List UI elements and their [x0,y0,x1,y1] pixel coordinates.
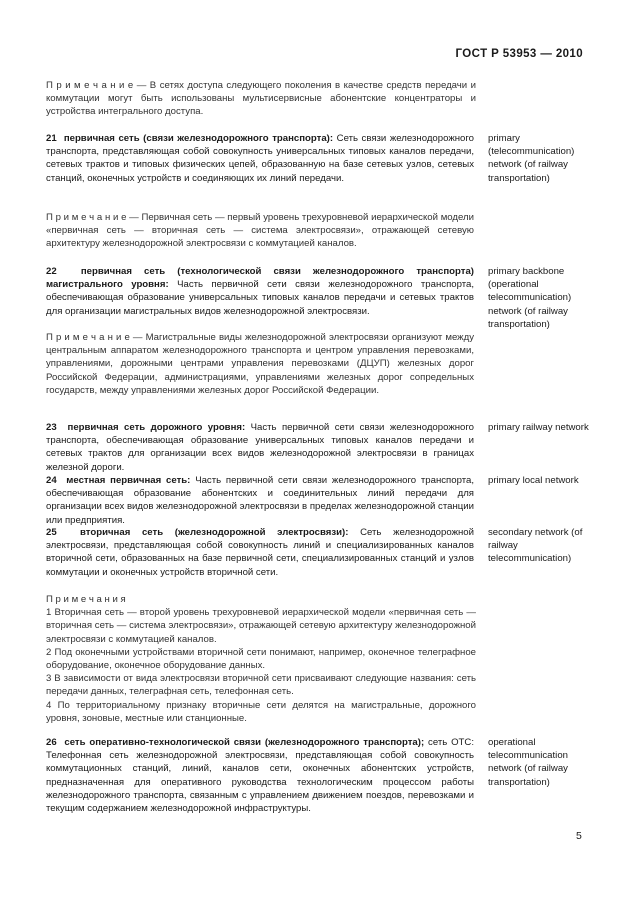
term-25-english: secondary network (of railway telecommunication) [488,527,583,565]
term-23-text: Часть первичной сети связи железнодорожного транспорта, обеспечивающая образование универсальных типовых каналов передачи и сетевых трактов для организации всех видов железнодорожной электросвязи в границах железной дороги. [46,422,474,473]
term-25-notes [46,593,476,725]
term-23-title: первичная сеть дорожного уровня: [67,422,246,433]
term-26-text: сеть ОТС: Телефонная сеть железнодорожной электросвязи, представляющая собой совокупность коммутационных станций, линий, каналов сети, оконечных абонентских устройств, предназначенная для оперативного руководства технологическим процессом работы железнодорожного транспорта, связанным с управлением движением поездов, перевозками и текущим содержанием железнодорожной инфраструктуры. [46,737,474,815]
term-24-text: Часть первичной сети связи железнодорожного транспорта, обеспечивающая образование абонентских и соединительных линий передачи для организации всех видов железнодорожной электросвязи в пределах железнодорожной станции или предприятия. [46,475,474,526]
term-25-definition [46,526,474,579]
term-21-text: Сеть связи железнодорожного транспорта, представляющая собой совокупность универсальных типовых каналов передачи, сетевых трактов и типовых физических цепей, образованную на базе сетевых узлов, сетевых станций, оконечных устройств и соединяющих их линий передачи. [46,133,475,184]
term-23-english: primary railway network [488,422,589,433]
term-25-note-3: 3 В зависимости от вида электросвязи вторичной сети присваивают следующие названия: сеть передачи данных, телеграфная сеть, телефонная сеть. [46,673,476,698]
note-access-networks: П р и м е ч а н и е — В сетях доступа следующего поколения в качестве средств передачи и коммутации могут быть использованы мультисервисные абонентские концентраторы и устройства интегрального доступа. [46,80,476,118]
page-number: 5 [576,830,582,842]
term-26-definition [46,736,474,815]
term-21-title: первичная сеть (связи железнодорожного транспорта): [63,133,334,144]
term-26-title: сеть оперативно-технологической связи (железнодорожного транспорта); [64,737,425,748]
term-26-number: 26 [46,737,57,748]
term-21-definition [46,132,474,185]
term-22-title: первичная сеть (технологической связи железнодорожного транспорта) магистрального уровня: [46,266,474,291]
term-24-english: primary local network [488,475,579,486]
term-21-note: П р и м е ч а н и е — Первичная сеть — первый уровень трехуровневой иерархической модели «первичная сеть — вторичная сеть — система электросвязи», отражающей сетевую архитектуру железнодорожной электросвязи с коммутацией каналов. [46,212,474,250]
document-header: ГОСТ Р 53953 — 2010 [455,48,583,60]
term-25-number: 25 [46,527,57,538]
term-24-number: 24 [46,475,57,486]
term-22-text: Часть первичной сети связи железнодорожного транспорта, обеспечивающая образование универсальных типовых каналов передачи и сетевых трактов для организации магистральных видов железнодорожной электросвязи. [46,279,475,317]
term-21-number: 21 [46,133,57,144]
term-22-english: primary backbone (operational telecommunication) network (of railway transportation) [488,266,572,330]
term-21-english: primary (telecommunication) network (of railway transportation) [488,133,575,184]
term-25-note-4: 4 По территориальному признаку вторичные сети делятся на магистральные, дорожного уровня, зоновые, местные или станционные. [46,699,476,724]
term-22-note: П р и м е ч а н и е — Магистральные виды железнодорожной электросвязи организуют между центральным аппаратом железнодорожного транспорта и центром управления перевозками, управлениями, дорожными центрами управления перевозками (ДЦУП) железных дорог Российской Федерации, администрациями, управлениями железных дорог сопредельных государств, между управлениями железных дорог Российской Федерации. [46,332,474,396]
term-22-definition [46,265,474,318]
term-23-definition [46,421,474,474]
term-24-definition [46,474,474,527]
term-25-notes-title: П р и м е ч а н и я [46,594,126,605]
term-26-english: operational telecommunication network (of railway transportation) [488,737,568,788]
term-25-title: вторичная сеть (железнодорожной электросвязи): [80,527,349,538]
term-22-number: 22 [46,266,57,277]
term-25-note-1: 1 Вторичная сеть — второй уровень трехуровневой иерархической модели «первичная сеть — вторичная сеть — система электросвязи», отражающей сетевую архитектуру железнодорожной электросвязи с коммутацией каналов. [46,607,476,645]
term-24-title: местная первичная сеть: [66,475,191,486]
term-23-number: 23 [46,422,57,433]
term-25-note-2: 2 Под оконечными устройствами вторичной сети понимают, например, оконечное телеграфное оборудование, оконечное оборудование данных. [46,646,476,672]
term-25-text: Сеть железнодорожной электросвязи, представляющая собой совокупность линий и специализированных каналов вторичной сети, образованных на базе первичной сети, специализированных станций и узлов коммутации и оконечных устройств вторичной сети. [46,527,474,578]
